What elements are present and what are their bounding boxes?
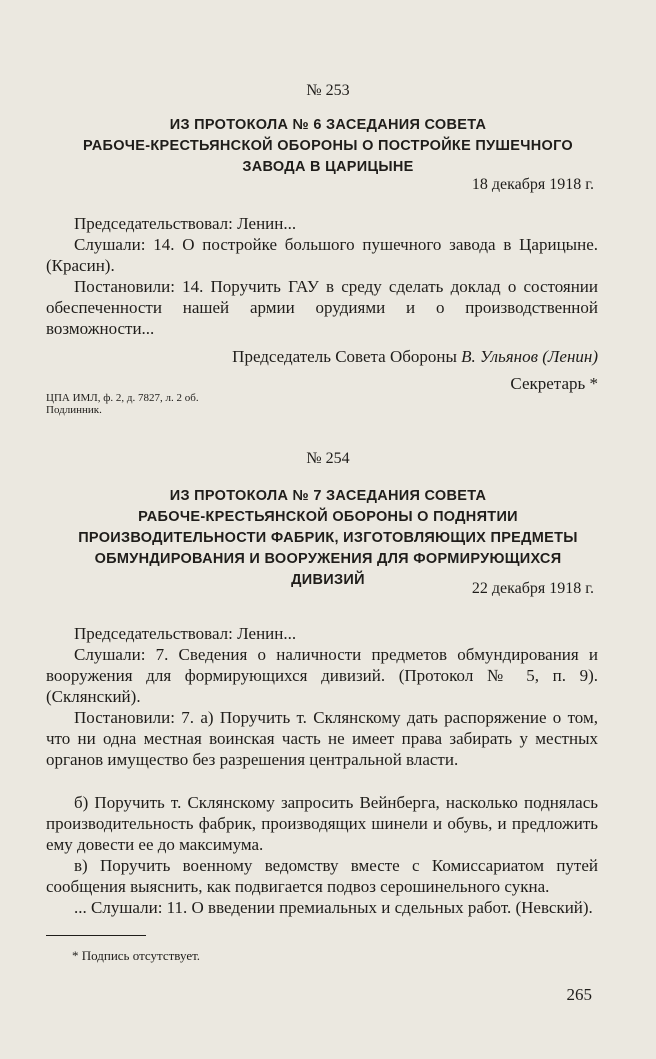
chairman-title: Председатель Совета Обороны	[232, 347, 457, 366]
heard-253: Слушали: 14. О постройке большого пушечного завода в Царицыне. (Красин).	[46, 235, 598, 275]
chaired-by-253: Председательствовал: Ленин...	[74, 214, 297, 233]
heading-line: ЗАВОДА В ЦАРИЦЫНЕ	[242, 159, 414, 175]
document-date-254: 22 декабря 1918 г.	[471, 580, 594, 597]
document-date-253: 18 декабря 1918 г.	[471, 176, 594, 193]
heard-254: Слушали: 7. Сведения о наличности предметов обмундирования и вооружения для формирующихся дивизий. (Протокол № 5, п. 9). (Склянский).	[46, 645, 598, 706]
footnote-divider	[46, 935, 146, 936]
resolved-254-c: в) Поручить военному ведомству вместе с Комиссариатом путей сообщения выяснить, как подвигается подвоз серошинельного сукна.	[46, 856, 598, 896]
heading-line: РАБОЧЕ-КРЕСТЬЯНСКОЙ ОБОРОНЫ О ПОСТРОЙКЕ ПУШЕЧНОГО	[83, 138, 573, 154]
secretary-signature: Секретарь *	[510, 374, 598, 393]
footnote: * Подпись отсутствует.	[72, 948, 201, 963]
archive-source: ЦПА ИМЛ, ф. 2, д. 7827, л. 2 об.	[46, 392, 199, 404]
document-number-254: № 254	[306, 450, 350, 467]
heading-line: ОБМУНДИРОВАНИЯ И ВООРУЖЕНИЯ ДЛЯ ФОРМИРУЮЩИХСЯ	[94, 551, 562, 567]
heading-line: ПРОИЗВОДИТЕЛЬНОСТИ ФАБРИК, ИЗГОТОВЛЯЮЩИХ ПРЕДМЕТЫ	[78, 530, 578, 546]
heard-254-item-11: ... Слушали: 11. О введении премиальных и сдельных работ. (Невский).	[74, 898, 593, 917]
archive-original-note: Подлинник.	[46, 404, 102, 416]
document-heading-253	[40, 115, 616, 178]
chairman-name: В. Ульянов (Ленин)	[461, 347, 598, 366]
document-heading-254	[40, 486, 616, 591]
heading-line: РАБОЧЕ-КРЕСТЬЯНСКОЙ ОБОРОНЫ О ПОДНЯТИИ	[138, 509, 518, 525]
chairman-signature	[40, 346, 598, 367]
heading-line: ИЗ ПРОТОКОЛА № 6 ЗАСЕДАНИЯ СОВЕТА	[169, 117, 487, 133]
page-number: 265	[566, 985, 592, 1004]
resolved-253: Постановили: 14. Поручить ГАУ в среду сделать доклад о состоянии обеспеченности нашей армии орудиями и о производственной возможности...	[46, 277, 598, 338]
chaired-by-254: Председательствовал: Ленин...	[74, 624, 297, 643]
resolved-254-a: Постановили: 7. а) Поручить т. Склянскому дать распоряжение о том, что ни одна местная воинская часть не имеет права забирать у местных органов имущество без разрешения центральной власти.	[46, 708, 598, 769]
heading-line: ИЗ ПРОТОКОЛА № 7 ЗАСЕДАНИЯ СОВЕТА	[169, 488, 487, 504]
resolved-254-b: б) Поручить т. Склянскому запросить Вейнберга, насколько поднялась производительность фабрик, производящих шинели и обувь, и предложить ему довести ее до максимума.	[46, 793, 598, 854]
document-number-253: № 253	[306, 82, 350, 99]
heading-line: ДИВИЗИЙ	[291, 572, 365, 588]
